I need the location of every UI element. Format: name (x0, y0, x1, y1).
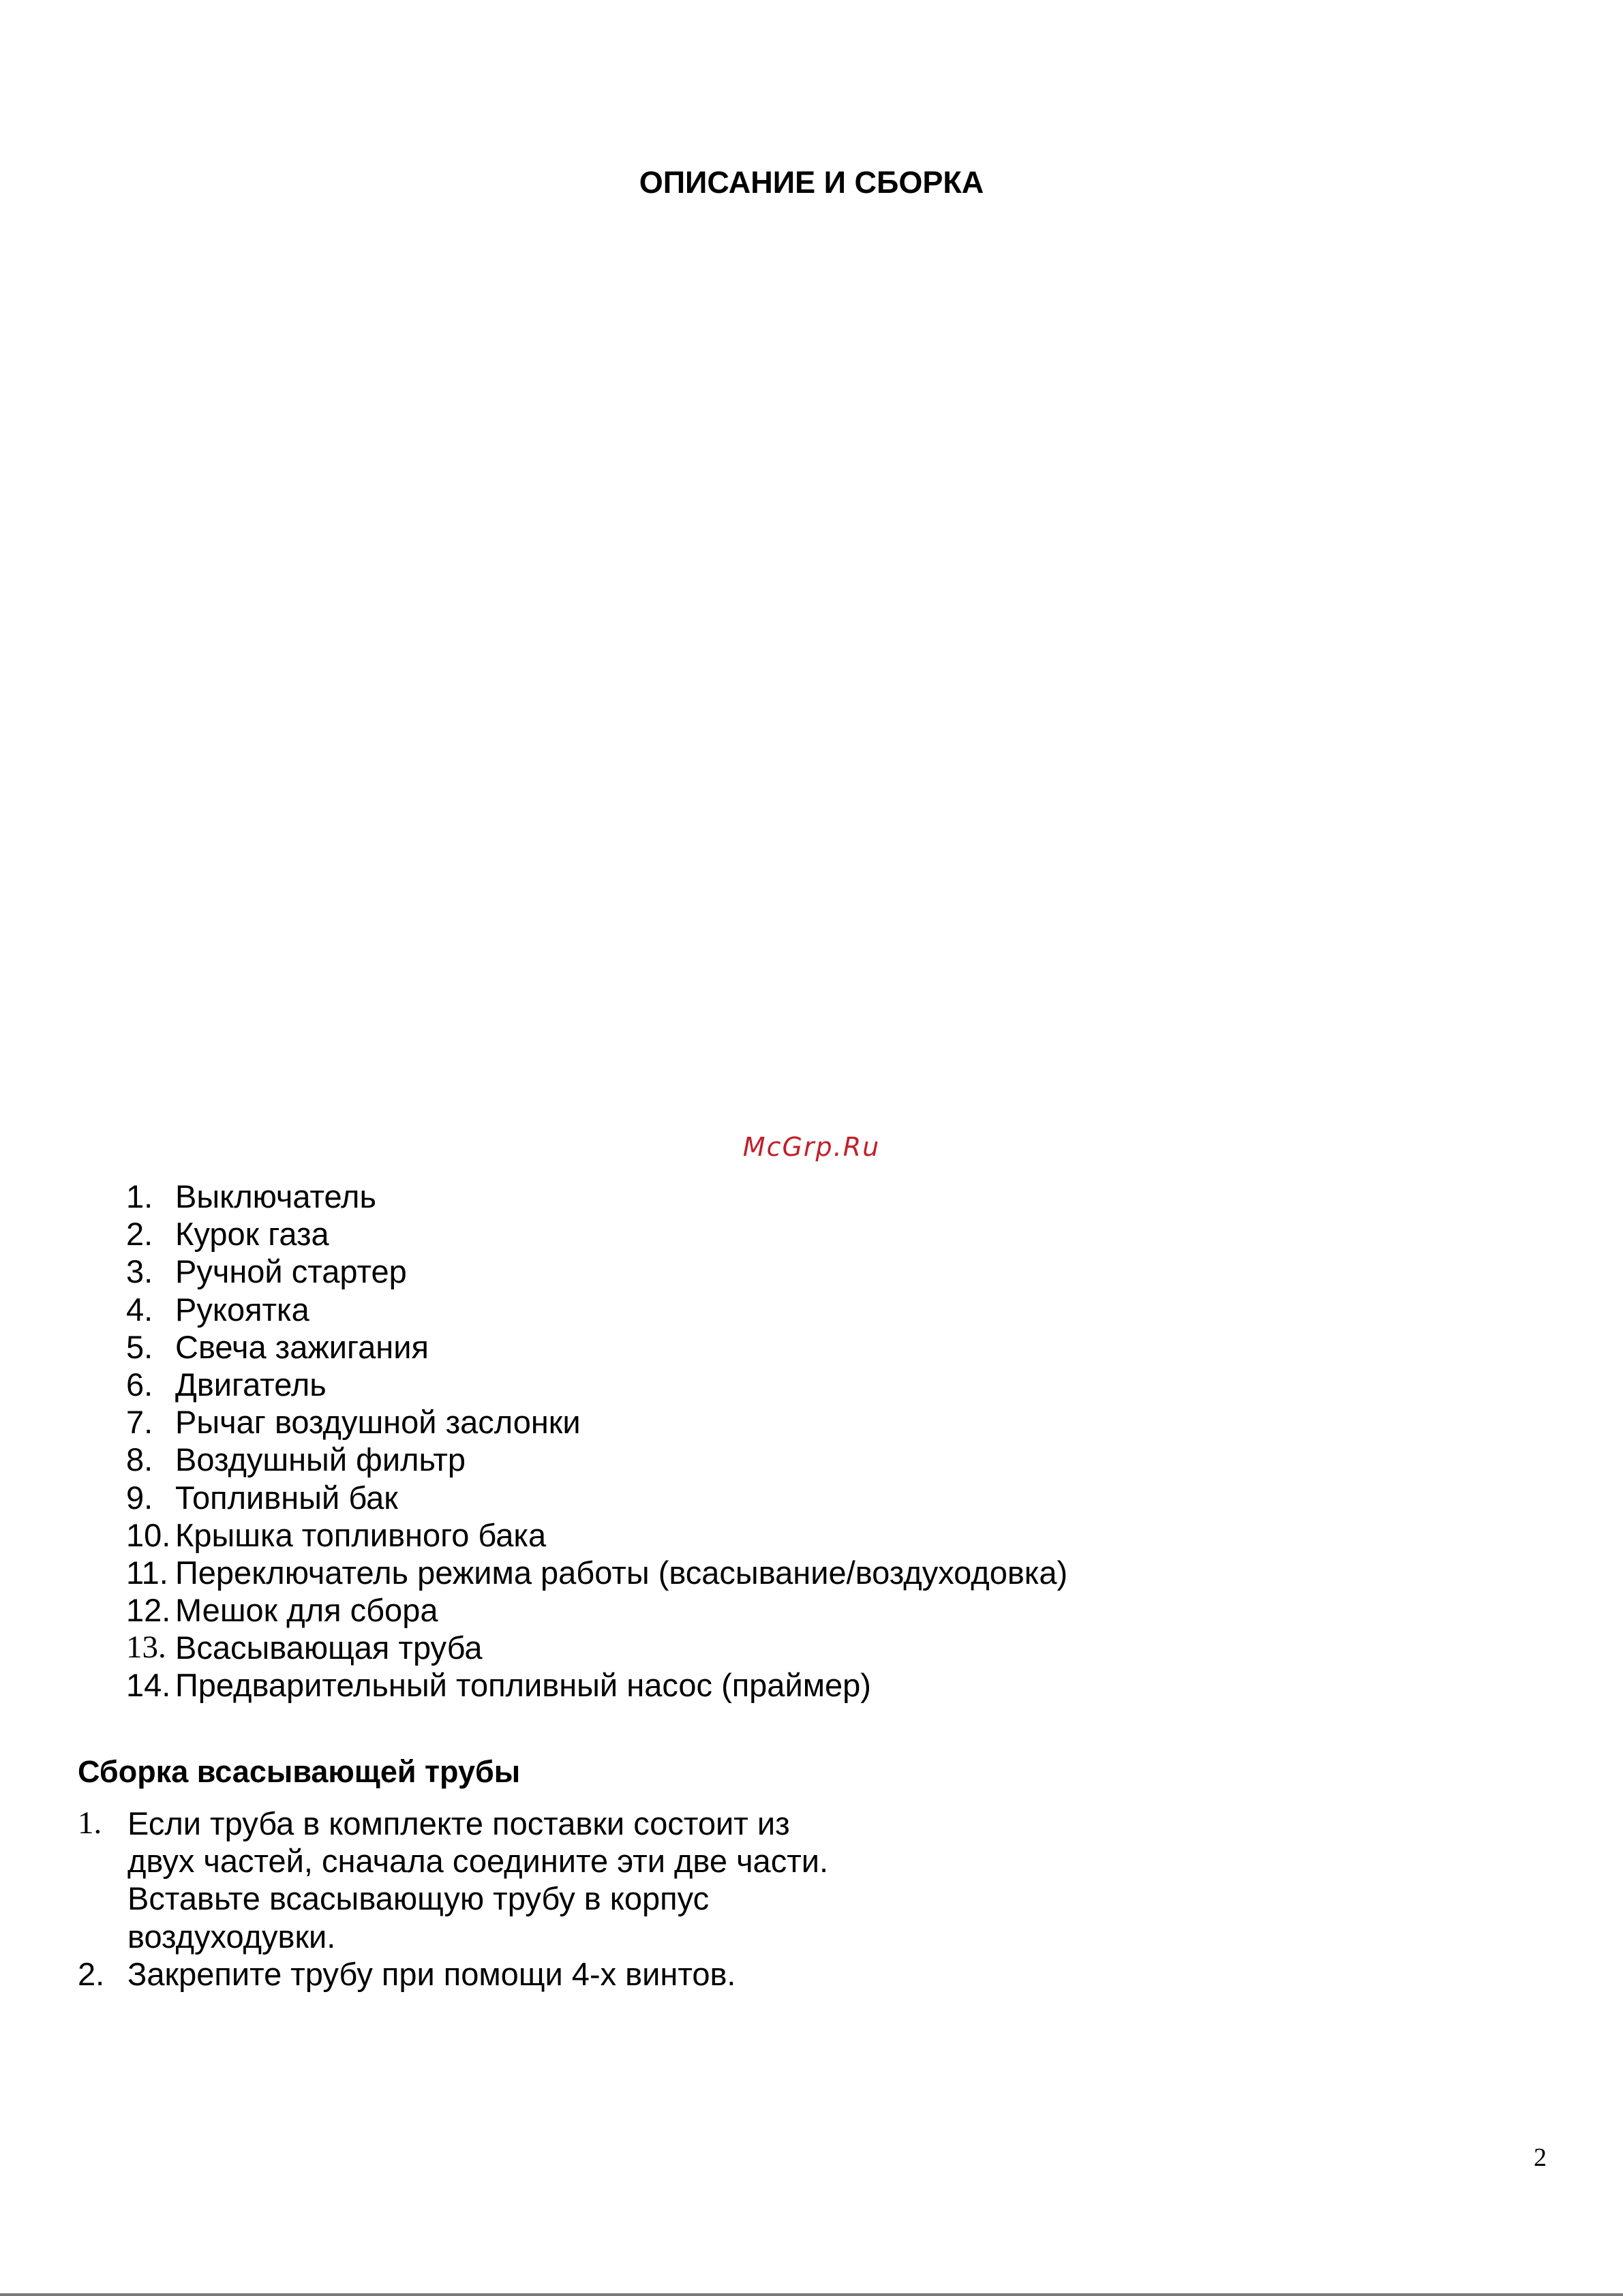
item-label: Свеча зажигания (175, 1328, 429, 1365)
item-number: 2. (126, 1216, 153, 1253)
list-item (126, 1554, 1067, 1591)
item-label: Мешок для сбора (175, 1592, 438, 1629)
step-line: Закрепите трубу при помощи 4-х винтов. (127, 1955, 736, 1992)
step-line: Если труба в комплекте поставки состоит из (127, 1805, 790, 1841)
step-number: 2. (78, 1955, 105, 1992)
list-item (126, 1666, 1067, 1704)
list-item (126, 1328, 1067, 1366)
item-number: 9. (126, 1479, 153, 1516)
item-label: Переключатель режима работы (всасывание/воздуходовка) (175, 1554, 1068, 1591)
item-label: Рычаг воздушной заслонки (175, 1404, 581, 1441)
step-number: 1. (78, 1805, 102, 1841)
list-item (126, 1253, 1067, 1290)
item-label: Ручной стартер (175, 1253, 407, 1290)
item-label: Рукоятка (175, 1291, 309, 1328)
list-item (126, 1629, 1067, 1666)
watermark-text: McGrp.Ru (742, 1132, 881, 1162)
item-number: 4. (126, 1291, 153, 1328)
list-item (126, 1215, 1067, 1253)
step-line: воздуходувки. (127, 1918, 336, 1955)
step-text (127, 1805, 828, 1955)
item-number: 11. (126, 1554, 168, 1591)
section-heading: Сборка всасывающей трубы (78, 1754, 521, 1789)
assembly-step (78, 1955, 828, 1993)
list-item (126, 1366, 1067, 1403)
assembly-steps (78, 1805, 828, 1993)
list-item (126, 1591, 1067, 1629)
list-item (126, 1479, 1067, 1516)
list-item (126, 1291, 1067, 1328)
item-number: 13. (126, 1629, 166, 1666)
step-text (127, 1955, 736, 1993)
item-label: Выключатель (175, 1178, 376, 1214)
item-label: Топливный бак (175, 1479, 398, 1516)
item-number: 5. (126, 1328, 153, 1365)
bottom-divider (0, 2293, 1623, 2296)
list-item (126, 1178, 1067, 1215)
item-number: 3. (126, 1253, 153, 1290)
item-label: Крышка топливного бака (175, 1516, 547, 1553)
item-label: Курок газа (175, 1216, 329, 1253)
item-number: 6. (126, 1366, 153, 1403)
item-label: Воздушный фильтр (175, 1441, 466, 1478)
step-line: двух частей, сначала соедините эти две части. (127, 1843, 829, 1880)
item-number: 12. (126, 1592, 171, 1629)
item-label: Всасывающая труба (175, 1629, 483, 1666)
item-number: 1. (126, 1178, 153, 1214)
list-item (126, 1441, 1067, 1478)
list-item (126, 1516, 1067, 1554)
list-item (126, 1403, 1067, 1441)
item-number: 10. (126, 1516, 171, 1553)
page-title: ОПИСАНИЕ И СБОРКА (639, 165, 984, 200)
step-line: Вставьте всасывающую трубу в корпус (127, 1880, 710, 1917)
item-label: Двигатель (175, 1366, 327, 1403)
assembly-step (78, 1805, 828, 1955)
item-number: 8. (126, 1441, 153, 1478)
parts-list (126, 1178, 1067, 1704)
item-number: 7. (126, 1404, 153, 1441)
page-number: 2 (1534, 2143, 1547, 2172)
item-label: Предварительный топливный насос (праймер) (175, 1667, 871, 1704)
item-number: 14. (126, 1667, 171, 1704)
